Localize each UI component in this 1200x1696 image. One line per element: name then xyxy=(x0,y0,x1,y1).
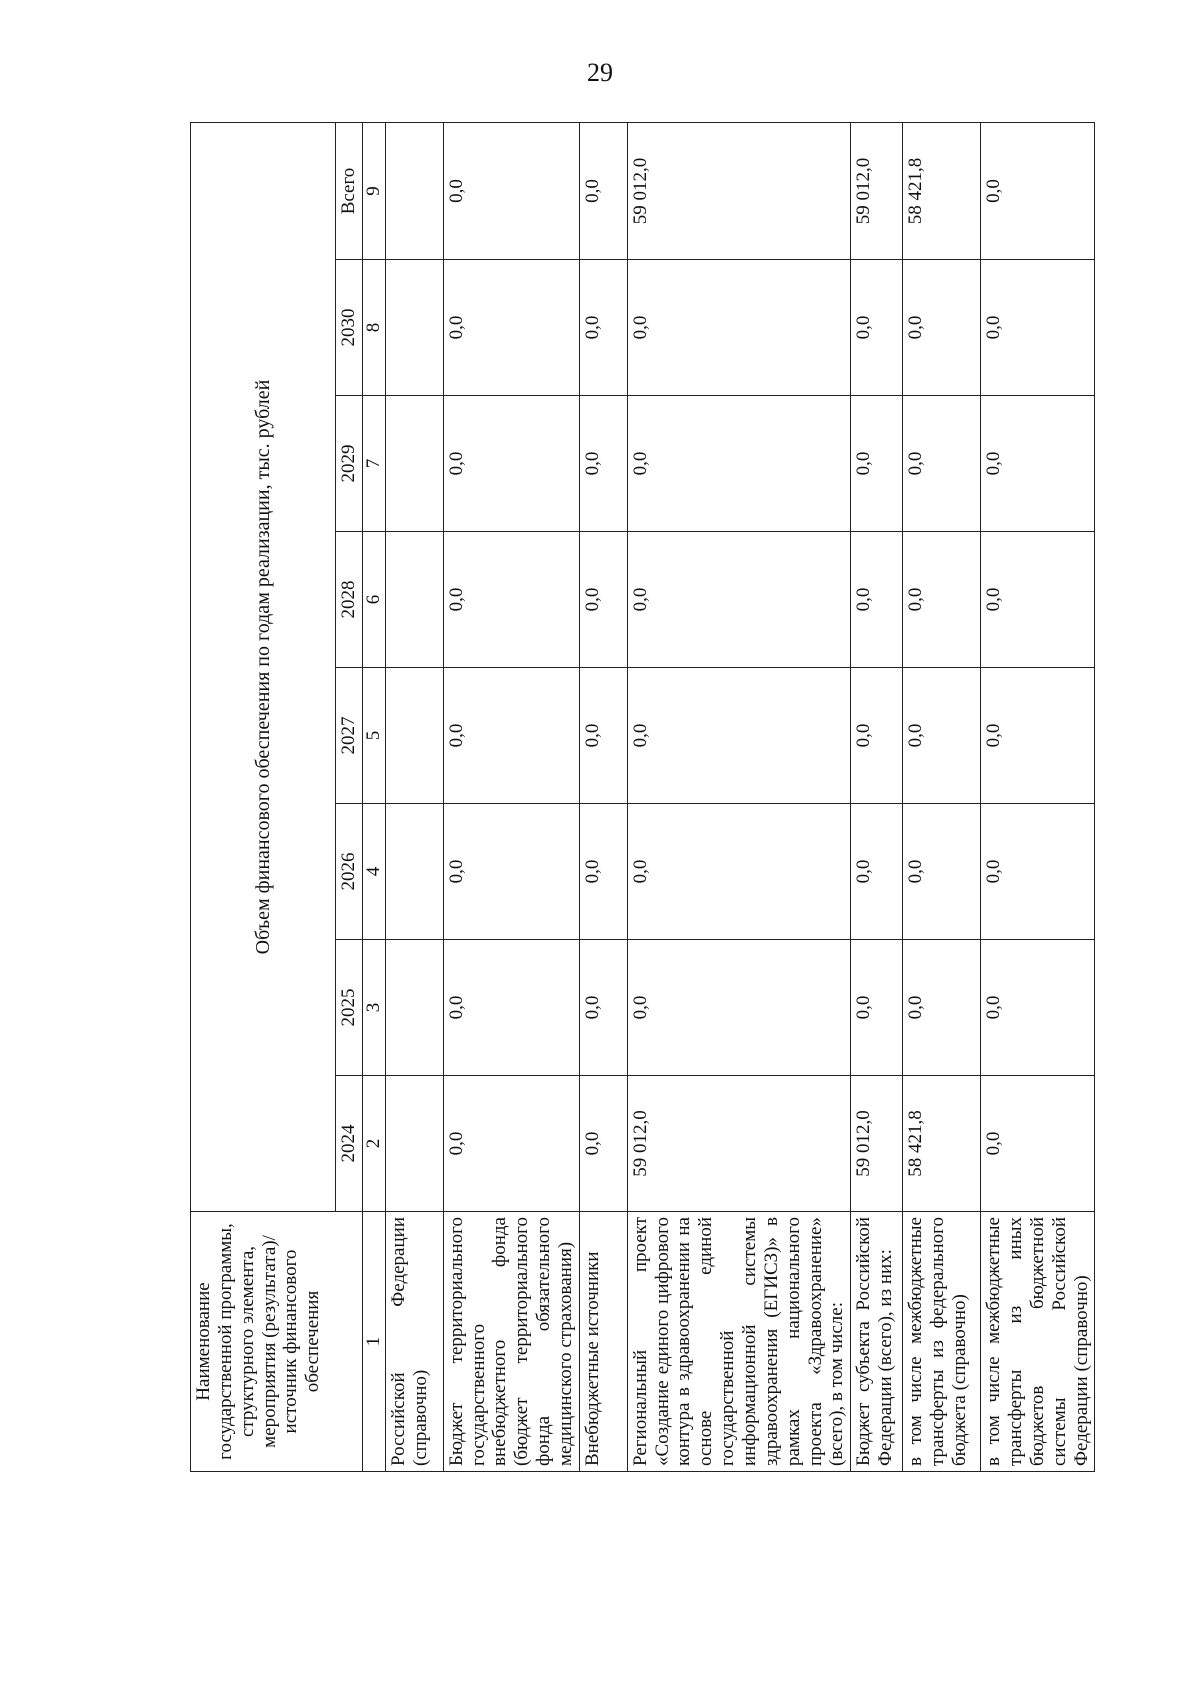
value-cell xyxy=(385,940,443,1076)
table-row xyxy=(981,122,1095,1471)
row-name-cell: в том числе межбюджетные трансферты из федерального бюджета (справочно) xyxy=(903,1212,981,1472)
header-name-cell: Наименование государственной программы, структурного элемента, мероприятия (результата)/источник финансового обеспечения xyxy=(191,1212,363,1472)
value-cell xyxy=(385,1076,443,1212)
value-cell: 0,0 xyxy=(627,396,850,532)
value-cell: 0,0 xyxy=(579,668,627,804)
value-cell: 0,0 xyxy=(851,940,903,1076)
value-cell: 0,0 xyxy=(579,940,627,1076)
value-cell: 0,0 xyxy=(579,1076,627,1212)
column-number: 8 xyxy=(362,260,385,396)
value-cell: 0,0 xyxy=(443,804,579,940)
value-cell: 0,0 xyxy=(981,260,1095,396)
value-cell: 59 012,0 xyxy=(851,1076,903,1212)
column-number: 5 xyxy=(362,668,385,804)
value-cell: 0,0 xyxy=(443,940,579,1076)
value-cell: 0,0 xyxy=(903,668,981,804)
value-cell: 0,0 xyxy=(981,532,1095,668)
value-cell: 0,0 xyxy=(443,396,579,532)
value-cell: 0,0 xyxy=(981,396,1095,532)
total-header: Всего xyxy=(336,122,363,259)
year-header: 2025 xyxy=(336,940,363,1076)
value-cell: 0,0 xyxy=(851,804,903,940)
value-cell: 0,0 xyxy=(579,396,627,532)
value-cell xyxy=(385,804,443,940)
value-cell: 59 012,0 xyxy=(851,122,903,259)
value-cell: 0,0 xyxy=(851,532,903,668)
column-number: 4 xyxy=(362,804,385,940)
column-numbers-row xyxy=(362,122,385,1471)
year-header: 2026 xyxy=(336,804,363,940)
value-cell: 0,0 xyxy=(981,804,1095,940)
row-name-cell: Бюджет субъекта Российской Федерации (всего), из них: xyxy=(851,1212,903,1472)
value-cell: 0,0 xyxy=(579,804,627,940)
financing-table-wrapper xyxy=(190,122,1092,1472)
value-cell: 0,0 xyxy=(903,396,981,532)
table-body xyxy=(385,122,1095,1471)
value-cell: 0,0 xyxy=(903,260,981,396)
table-row xyxy=(443,122,579,1471)
value-cell: 58 421,8 xyxy=(903,1076,981,1212)
value-cell: 0,0 xyxy=(443,260,579,396)
column-number: 6 xyxy=(362,532,385,668)
value-cell: 0,0 xyxy=(579,122,627,259)
value-cell: 0,0 xyxy=(981,940,1095,1076)
value-cell: 0,0 xyxy=(903,804,981,940)
value-cell: 0,0 xyxy=(981,668,1095,804)
value-cell: 59 012,0 xyxy=(627,122,850,259)
value-cell xyxy=(385,396,443,532)
table-row xyxy=(851,122,903,1471)
value-cell: 0,0 xyxy=(443,532,579,668)
value-cell: 0,0 xyxy=(627,940,850,1076)
value-cell: 0,0 xyxy=(627,668,850,804)
header-volume-cell: Объем финансового обеспечения по годам реализации, тыс. рублей xyxy=(191,122,336,1211)
column-number: 2 xyxy=(362,1076,385,1212)
row-name-cell: Внебюджетные источники xyxy=(579,1212,627,1472)
table-row xyxy=(385,122,443,1471)
value-cell: 0,0 xyxy=(579,260,627,396)
year-header: 2024 xyxy=(336,1076,363,1212)
value-cell: 0,0 xyxy=(627,260,850,396)
row-name-cell: Бюджет территориального государственного внебюджетного фонда (бюджет территориального фонда обязательного медицинского страхования) xyxy=(443,1212,579,1472)
value-cell: 0,0 xyxy=(903,940,981,1076)
year-header: 2030 xyxy=(336,260,363,396)
page-number: 29 xyxy=(587,58,613,87)
financing-table xyxy=(190,122,1095,1472)
value-cell: 0,0 xyxy=(851,396,903,532)
row-name-cell: в том числе межбюджетные трансферты из иных бюджетов бюджетной системы Российской Федерации (справочно) xyxy=(981,1212,1095,1472)
value-cell: 0,0 xyxy=(443,122,579,259)
column-number: 7 xyxy=(362,396,385,532)
column-number: 9 xyxy=(362,122,385,259)
value-cell: 58 421,8 xyxy=(903,122,981,259)
value-cell xyxy=(385,668,443,804)
value-cell: 0,0 xyxy=(443,668,579,804)
value-cell: 0,0 xyxy=(851,668,903,804)
year-header: 2028 xyxy=(336,532,363,668)
year-header: 2027 xyxy=(336,668,363,804)
value-cell: 0,0 xyxy=(903,532,981,668)
value-cell: 0,0 xyxy=(579,532,627,668)
row-name-cell: Российской Федерации (справочно) xyxy=(385,1212,443,1472)
value-cell: 0,0 xyxy=(627,804,850,940)
value-cell: 0,0 xyxy=(443,1076,579,1212)
column-number: 1 xyxy=(362,1212,385,1472)
value-cell: 0,0 xyxy=(627,532,850,668)
table-row xyxy=(579,122,627,1471)
value-cell xyxy=(385,260,443,396)
year-header: 2029 xyxy=(336,396,363,532)
value-cell: 0,0 xyxy=(981,122,1095,259)
row-name-cell: Региональный проект «Создание единого цифрового контура в здравоохранении на основе единой государственной информационной системы здравоохранения (ЕГИСЗ)» в рамках национального проекта «Здравоохранение» (всего), в том числе: xyxy=(627,1212,850,1472)
value-cell: 0,0 xyxy=(851,260,903,396)
value-cell: 0,0 xyxy=(981,1076,1095,1212)
value-cell xyxy=(385,122,443,259)
table-row xyxy=(903,122,981,1471)
column-number: 3 xyxy=(362,940,385,1076)
value-cell: 59 012,0 xyxy=(627,1076,850,1212)
value-cell xyxy=(385,532,443,668)
table-row xyxy=(627,122,850,1471)
